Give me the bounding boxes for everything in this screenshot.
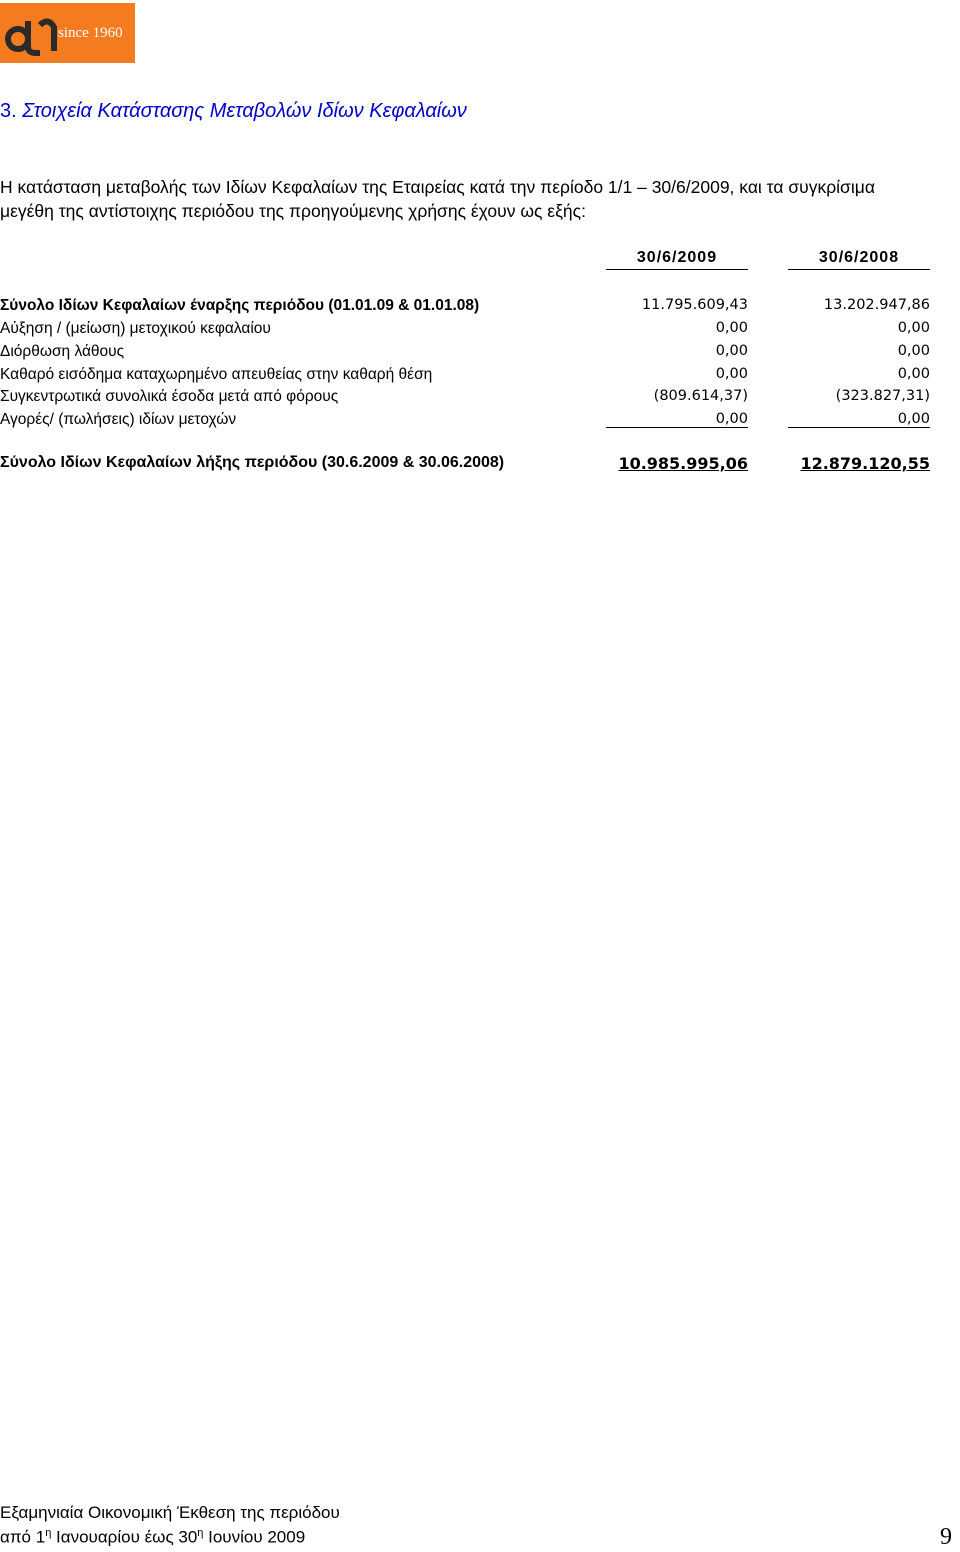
table-row — [0, 366, 932, 388]
footer-text: Ιανουαρίου έως 30 — [51, 1527, 198, 1547]
footer-text: Ιουνίου 2009 — [203, 1527, 306, 1547]
row-value-2008: 0,00 — [897, 366, 930, 382]
column-header-2009: 30/6/2009 — [606, 249, 748, 270]
row-label: Συγκεντρωτικά συνολικά έσοδα μετά από φόρους — [0, 388, 339, 405]
footer-line-2 — [0, 1527, 305, 1548]
intro-paragraph: Η κατάσταση μεταβολής των Ιδίων Κεφαλαίων της Εταιρείας κατά την περίοδο 1/1 – 30/6/2009, και τα συγκρίσιμα μεγέθη της αντίστοιχης περιόδου της προηγούμενης χρήσης έχουν ως εξής: — [0, 177, 875, 221]
section-title-text: Στοιχεία Κατάστασης Μεταβολών Ιδίων Κεφαλαίων — [22, 100, 467, 122]
column-header-2008: 30/6/2008 — [788, 249, 930, 270]
table-row — [0, 388, 932, 410]
row-value-2008: 0,00 — [788, 411, 930, 428]
row-label: Καθαρό εισόδημα καταχωρημένο απευθείας στην καθαρή θέση — [0, 366, 433, 383]
row-value-2009: (809.614,37) — [653, 388, 748, 404]
footer-text: από 1 — [0, 1527, 46, 1547]
table-row — [0, 297, 932, 319]
row-label: Διόρθωση λάθους — [0, 343, 125, 360]
table-total-row — [0, 454, 932, 476]
table-row — [0, 320, 932, 342]
page-number: 9 — [940, 1524, 952, 1550]
table-row — [0, 411, 932, 433]
footer-superscript: η — [45, 1527, 52, 1539]
total-value-2009: 10.985.995,06 — [618, 454, 748, 473]
table-row — [0, 343, 932, 365]
footer-line-1: Εξαμηνιαία Οικονομική Έκθεση της περιόδου — [0, 1503, 340, 1522]
logo-since-text: since 1960 — [58, 25, 123, 41]
row-value-2008: 0,00 — [897, 343, 930, 359]
row-value-2009: 0,00 — [606, 411, 748, 428]
row-value-2009: 0,00 — [715, 343, 748, 359]
total-label: Σύνολο Ιδίων Κεφαλαίων λήξης περιόδου (30.6.2009 & 30.06.2008) — [0, 454, 505, 471]
section-title — [0, 100, 467, 123]
footer-superscript: η — [197, 1527, 204, 1539]
company-logo — [0, 3, 135, 63]
row-value-2009: 0,00 — [715, 366, 748, 382]
row-label: Αύξηση / (μείωση) μετοχικού κεφαλαίου — [0, 320, 271, 337]
row-label: Αγορές/ (πωλήσεις) ιδίων μετοχών — [0, 411, 237, 428]
row-value-2008: 0,00 — [897, 320, 930, 336]
row-value-2009: 11.795.609,43 — [641, 297, 748, 313]
total-value-2008: 12.879.120,55 — [800, 454, 930, 473]
row-value-2008: (323.827,31) — [835, 388, 930, 404]
row-value-2009: 0,00 — [715, 320, 748, 336]
row-value-2008: 13.202.947,86 — [823, 297, 930, 313]
section-number: 3. — [0, 100, 17, 122]
row-label: Σύνολο Ιδίων Κεφαλαίων έναρξης περιόδου (01.01.09 & 01.01.08) — [0, 297, 480, 314]
